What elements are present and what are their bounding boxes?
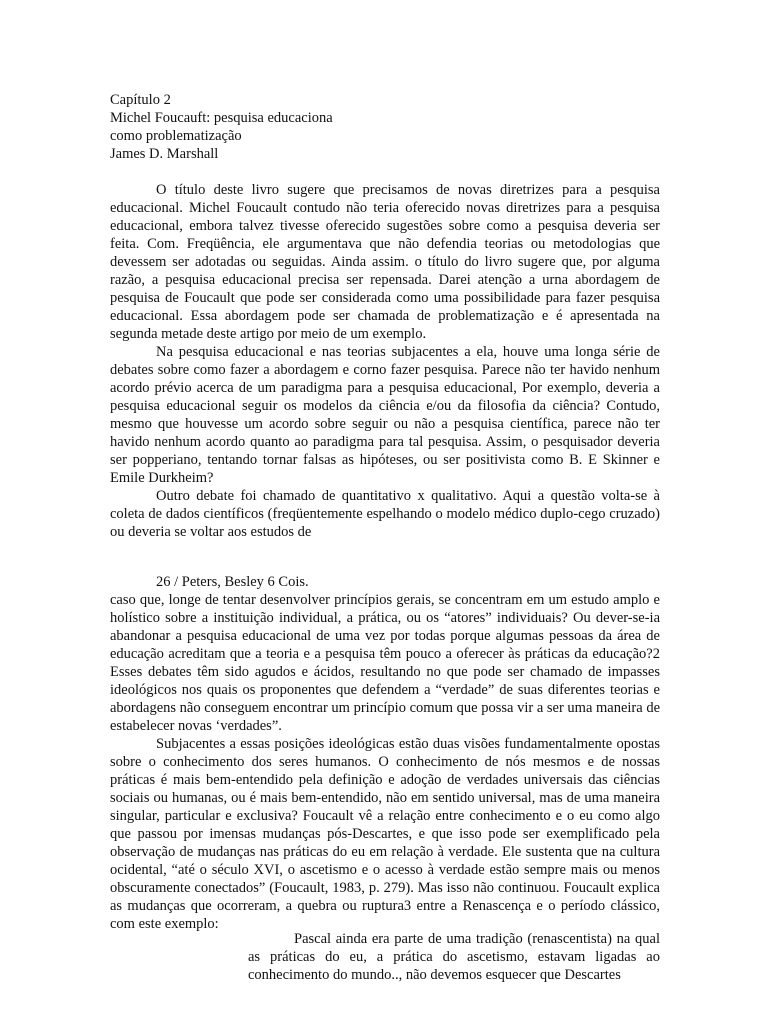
running-head: 26 / Peters, Besley 6 Cois. (156, 574, 309, 590)
paragraph: Outro debate foi chamado de quantitativo x qualitativo. Aqui a questão volta-se à coleta de dados científicos (freqüentemente espelhando o modelo médico duplo-cego cruzado) ou deveria se voltar aos estudos de (110, 488, 660, 540)
chapter-title-line-2: como problematização (110, 128, 242, 144)
paragraph: O título deste livro sugere que precisamos de novas diretrizes para a pesquisa educacional. Michel Foucault contudo não teria oferecido novas diretrizes para a pesquisa educacional, embora talvez tivesse oferecido sugestões sobre como a pesquisa deveria ser feita. Com. Freqüência, ele argumentava que não defendia teorias ou metodologias que devessem ser adotadas ou seguidas. Ainda assim. o título do livro sugere que, por alguma razão, a pesquisa educacional precisa ser repensada. Darei atenção a urna abordagem de pesquisa de Foucault que pode ser considerada como uma possibilidade para fazer pesquisa educacional. Essa abordagem pode ser chamada de problematização e é apresentada na segunda metade deste artigo por meio de um exemplo. (110, 182, 660, 342)
paragraph: Subjacentes a essas posições ideológicas estão duas visões fundamentalmente opostas sobre o conhecimento dos seres humanos. O conhecimento de nós mesmos e de nossas práticas é mais bem-entendido pela definição e adoção de verdades universais das ciências sociais ou humanas, ou é mais bem-entendido, não em sentido universal, mas de uma maneira singular, particular e exclusiva? Foucault vê a relação entre conhecimento e o eu como algo que passou por imensas mudanças pós-Descartes, e que isso pode ser exemplificado pela observação de mudanças nas práticas do eu em relação à verdade. Ele sustenta que na cultura ocidental, “até o século XVI, o ascetismo e o acesso à verdade estão sempre mais ou menos obscuramente conectados” (Foucault, 1983, p. 279). Mas isso não continuou. Foucault explica as mudanças que ocorreram, a quebra ou ruptura3 entre a Renascença e o período clássico, com este exemplo: (110, 736, 660, 932)
chapter-author: James D. Marshall (110, 146, 219, 162)
body-text-top (110, 181, 660, 541)
chapter-title-line-1: Michel Foucauft: pesquisa educaciona (110, 110, 333, 126)
quote-text: Pascal ainda era parte de uma tradição (renascentista) na qual as práticas do eu, a prática do ascetismo, estavam ligadas ao conhecimento do mundo.., não devemos esquecer que Descartes (248, 931, 660, 983)
chapter-number: Capítulo 2 (110, 92, 171, 108)
paragraph: Na pesquisa educacional e nas teorias subjacentes a ela, houve uma longa série de debates sobre como fazer a abordagem e corno fazer pesquisa. Parece não ter havido nenhum acordo prévio acerca de um paradigma para a pesquisa educacional, Por exemplo, deveria a pesquisa educacional seguir os modelos da ciência e/ou da filosofia da ciência? Contudo, mesmo que houvesse um acordo sobre seguir ou não a pesquisa científica, parece não ter havido nenhum acordo quanto ao paradigma para tal pesquisa. Assim, o pesquisador deveria ser popperiano, tentando tornar falsas as hipóteses, ou ser positivista como B. E Skinner e Emile Durkheim? (110, 344, 660, 486)
chapter-heading (110, 91, 333, 163)
block-quote (248, 930, 660, 984)
paragraph: caso que, longe de tentar desenvolver princípios gerais, se concentram em um estudo amplo e holístico sobre a instituição individual, a prática, ou os “atores” individuais? Ou dever-se-ia abandonar a pesquisa educacional de uma vez por todas porque algumas pessoas da área de educação acreditam que a teoria e a pesquisa têm pouco a oferecer às práticas da educação?2 Esses debates têm sido agudos e ácidos, resultando no que pode ser chamado de impasses ideológicos nos quais os proponentes que defendem a “verdade” de suas diferentes teorias e abordagens não conseguem encontrar um princípio comum que possa vir a ser uma maneira de estabelecer novas ‘verdades”. (110, 592, 661, 734)
body-text-bottom (110, 573, 660, 933)
